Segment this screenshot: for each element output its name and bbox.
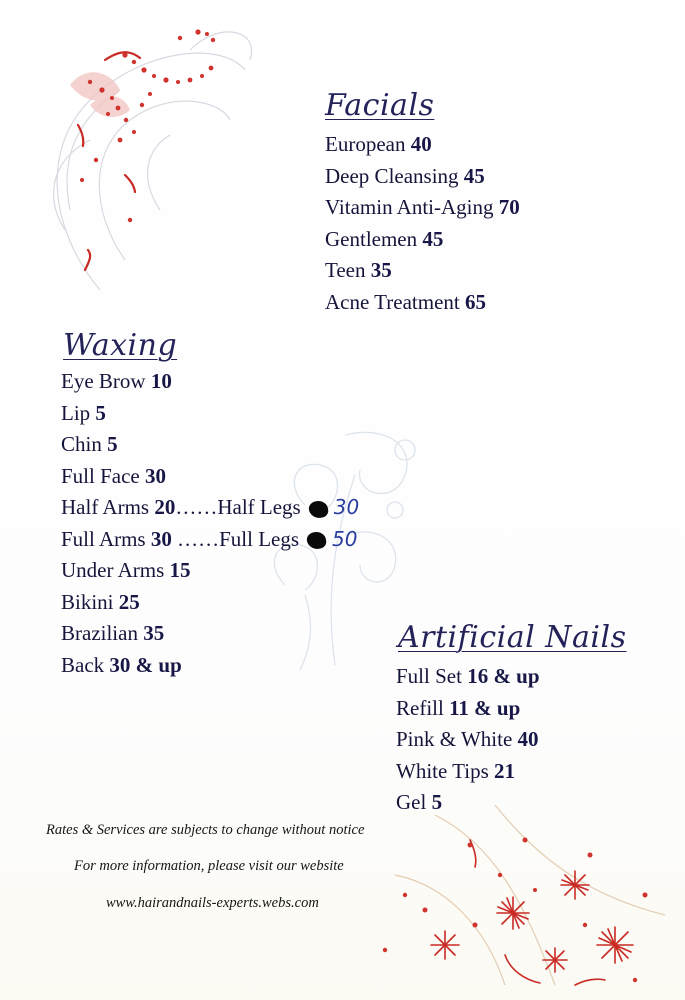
facials-list	[325, 129, 520, 318]
artificial-nails-heading: Artificial Nails	[398, 620, 627, 655]
list-item: Brazilian 35	[61, 621, 165, 645]
handwritten-price: 50	[332, 526, 358, 551]
list-item: European 40	[325, 132, 432, 156]
list-item: Full Set 16 & up	[396, 664, 540, 688]
list-item: Chin 5	[61, 432, 118, 456]
list-item: Teen 35	[325, 258, 392, 282]
list-item: Gel 5	[396, 790, 443, 814]
list-item: Refill 11 & up	[396, 695, 521, 720]
list-item: Deep Cleansing 45	[325, 163, 485, 188]
info-text: For more information, please visit our website	[74, 858, 344, 874]
list-item: Under Arms 15	[61, 558, 191, 582]
list-item: Back 30 & up	[61, 652, 182, 677]
list-item: White Tips 21	[396, 758, 516, 783]
website-link[interactable]: www.hairandnails-experts.webs.com	[106, 895, 319, 911]
list-item: Half Arms 20……Half Legs 30	[61, 495, 360, 519]
waxing-list	[61, 366, 359, 681]
list-item: Gentlemen 45	[325, 226, 444, 251]
list-item: Bikini 25	[61, 589, 140, 614]
list-item: Pink & White 40	[396, 727, 539, 751]
list-item: Acne Treatment 65	[325, 289, 486, 314]
handwritten-price: 30	[333, 495, 360, 519]
notice-text: Rates & Services are subjects to change without notice	[46, 822, 365, 838]
list-item: Eye Brow 10	[61, 369, 172, 393]
ink-blot-redaction	[308, 499, 329, 518]
list-item: Vitamin Anti-Aging 70	[325, 195, 520, 219]
floral-decoration-top-left	[30, 10, 280, 310]
waxing-heading: Waxing	[63, 328, 178, 363]
list-item: Lip 5	[61, 400, 106, 425]
artificial-nails-list	[396, 661, 540, 819]
ink-blot-redaction	[306, 531, 327, 550]
list-item: Full Face 30	[61, 463, 166, 488]
list-item: Full Arms 30 ……Full Legs 50	[61, 526, 358, 551]
facials-heading: Facials	[325, 88, 435, 123]
